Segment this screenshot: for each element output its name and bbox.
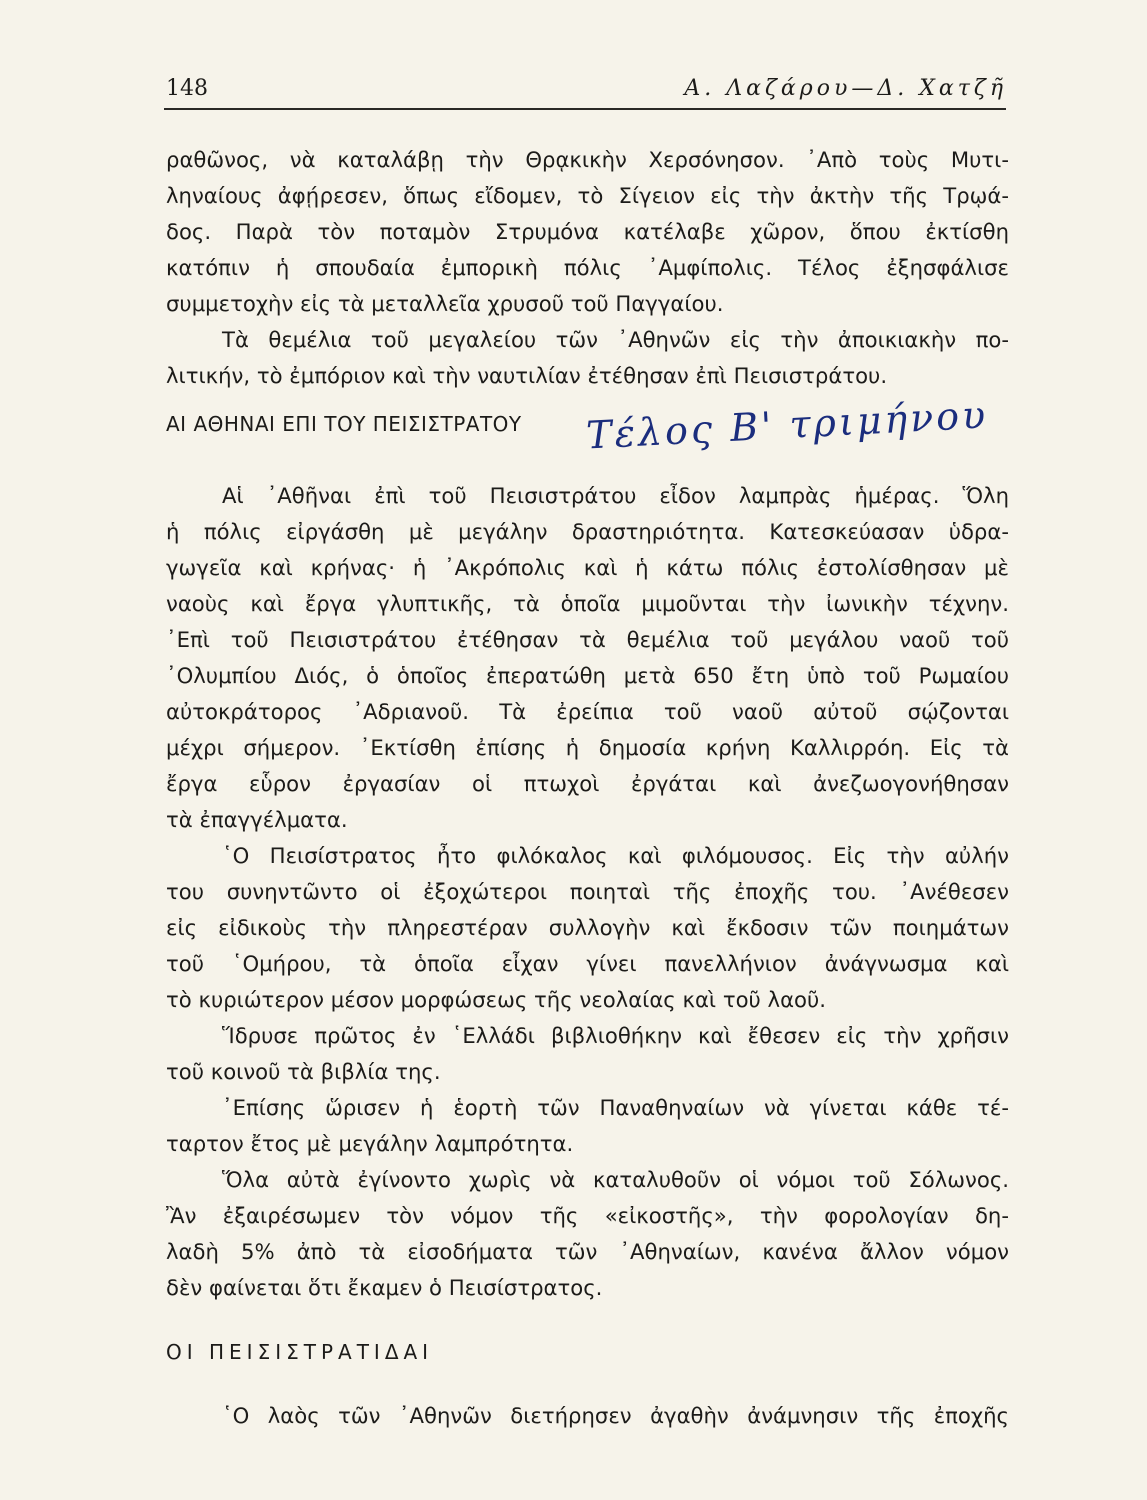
text-line: γωγεῖα καὶ κρήνας· ἡ ᾿Ακρόπολις καὶ ἡ κάτω πόλις ἐστολίσθησαν μὲ <box>166 555 1009 580</box>
page-body <box>166 142 1009 1434</box>
text-line: ταρτον ἔτος μὲ μεγάλην λαμπρότητα. <box>166 1131 574 1156</box>
text-line: Ἂν ἐξαιρέσωμεν τὸν νόμον τῆς «εἰκοστῆς», τὴν φορολογίαν δη- <box>166 1203 1009 1228</box>
handwritten-note: Τέλος Β' τριμήνου <box>585 392 990 458</box>
paragraph-8 <box>166 1398 1009 1434</box>
paragraph-4 <box>166 838 1009 1018</box>
paragraph-2 <box>166 322 1009 394</box>
text-line: ραθῶνος, νὰ καταλάβῃ τὴν Θρᾳκικὴν Χερσόνησον. ᾿Απὸ τοὺς Μυτι- <box>166 147 1009 172</box>
text-line: ῾Ο Πεισίστρατος ἦτο φιλόκαλος καὶ φιλόμουσος. Εἰς τὴν αὐλήν <box>222 843 1009 868</box>
paragraph-5 <box>166 1018 1009 1090</box>
paragraph-7 <box>166 1162 1009 1306</box>
text-line: τοῦ κοινοῦ τὰ βιβλία της. <box>166 1059 441 1084</box>
paragraph-1 <box>166 142 1009 322</box>
text-line: Τὰ θεμέλια τοῦ μεγαλείου τῶν ᾿Αθηνῶν εἰς τὴν ἀποικιακὴν πο- <box>222 327 1009 352</box>
text-line: ᾿Ολυμπίου Διός, ὁ ὁποῖος ἐπερατώθη μετὰ 650 ἔτη ὑπὸ τοῦ Ρωμαίου <box>166 663 1009 688</box>
text-line: ᾿Επίσης ὥρισεν ἡ ἑορτὴ τῶν Παναθηναίων νὰ γίνεται κάθε τέ- <box>222 1095 1009 1120</box>
text-line: μέχρι σήμερον. ᾿Εκτίσθη ἐπίσης ἡ δημοσία κρήνη Καλλιρρόη. Εἰς τὰ <box>166 735 1009 760</box>
text-line: Ὅλα αὐτὰ ἐγίνοντο χωρὶς νὰ καταλυθοῦν οἱ νόμοι τοῦ Σόλωνος. <box>222 1167 1009 1192</box>
text-line: αὐτοκράτορος ᾿Αδριανοῦ. Τὰ ἐρείπια τοῦ ναοῦ αὐτοῦ σῴζονται <box>166 699 1009 724</box>
header-rule <box>164 108 1006 110</box>
text-line: ἔργα εὗρον ἐργασίαν οἱ πτωχοὶ ἐργάται καὶ ἀνεζωογονήθησαν <box>166 771 1009 796</box>
text-line: λιτικήν, τὸ ἐμπόριον καὶ τὴν ναυτιλίαν ἐτέθησαν ἐπὶ Πεισιστράτου. <box>166 363 888 388</box>
text-line: εἰς εἰδικοὺς τὴν πληρεστέραν συλλογὴν καὶ ἔκδοσιν τῶν ποιημάτων <box>166 915 1009 940</box>
paragraph-3 <box>166 478 1009 838</box>
text-line: του συνηντῶντο οἱ ἐξοχώτεροι ποιηταὶ τῆς ἐποχῆς του. ᾿Ανέθεσεν <box>166 879 1009 904</box>
text-line: ληναίους ἀφῄρεσεν, ὅπως εἴδομεν, τὸ Σίγειον εἰς τὴν ἀκτὴν τῆς Τρῳά- <box>166 183 1009 208</box>
text-line: τὸ κυριώτερον μέσον μορφώσεως τῆς νεολαίας καὶ τοῦ λαοῦ. <box>166 987 826 1012</box>
running-header-authors: Α. Λαζάρου—Δ. Χατζῆ <box>684 76 1007 101</box>
text-line: ῾Ο λαὸς τῶν ᾿Αθηνῶν διετήρησεν ἀγαθὴν ἀνάμνησιν τῆς ἐποχῆς <box>222 1403 1009 1428</box>
section-heading-peisistratids: ΟΙ ΠΕΙΣΙΣΤΡΑΤΙΔΑΙ <box>166 1340 434 1364</box>
text-line: τὰ ἐπαγγέλματα. <box>166 807 348 832</box>
text-line: συμμετοχὴν εἰς τὰ μεταλλεῖα χρυσοῦ τοῦ Παγγαίου. <box>166 291 724 316</box>
page-number: 148 <box>166 76 208 101</box>
text-line: δος. Παρὰ τὸν ποταμὸν Στρυμόνα κατέλαβε χῶρον, ὅπου ἐκτίσθη <box>166 219 1009 244</box>
text-line: τοῦ ῾Ομήρου, τὰ ὁποῖα εἶχαν γίνει πανελλήνιον ἀνάγνωσμα καὶ <box>166 951 1009 976</box>
text-line: κατόπιν ἡ σπουδαία ἐμπορικὴ πόλις ᾿Αμφίπολις. Τέλος ἐξησφάλισε <box>166 255 1009 280</box>
text-line: ᾿Επὶ τοῦ Πεισιστράτου ἐτέθησαν τὰ θεμέλια τοῦ μεγάλου ναοῦ τοῦ <box>166 627 1009 652</box>
text-line: ναοὺς καὶ ἔργα γλυπτικῆς, τὰ ὁποῖα μιμοῦνται τὴν ἰωνικὴν τέχνην. <box>166 591 1009 616</box>
text-line: ἡ πόλις εἰργάσθη μὲ μεγάλην δραστηριότητα. Κατεσκεύασαν ὑδρα- <box>166 519 1009 544</box>
text-line: δὲν φαίνεται ὅτι ἔκαμεν ὁ Πεισίστρατος. <box>166 1275 603 1300</box>
text-line: Ἵδρυσε πρῶτος ἐν ῾Ελλάδι βιβλιοθήκην καὶ ἔθεσεν εἰς τὴν χρῆσιν <box>222 1023 1009 1048</box>
paragraph-6 <box>166 1090 1009 1162</box>
section-heading-athens: ΑΙ ΑΘΗΝΑΙ ΕΠΙ ΤΟΥ ΠΕΙΣΙΣΤΡΑΤΟΥ <box>166 412 522 436</box>
text-line: λαδὴ 5% ἀπὸ τὰ εἰσοδήματα τῶν ᾿Αθηναίων, κανένα ἄλλον νόμον <box>166 1239 1009 1264</box>
text-line: Αἱ ᾿Αθῆναι ἐπὶ τοῦ Πεισιστράτου εἶδον λαμπρὰς ἡμέρας. Ὅλη <box>222 483 1009 508</box>
